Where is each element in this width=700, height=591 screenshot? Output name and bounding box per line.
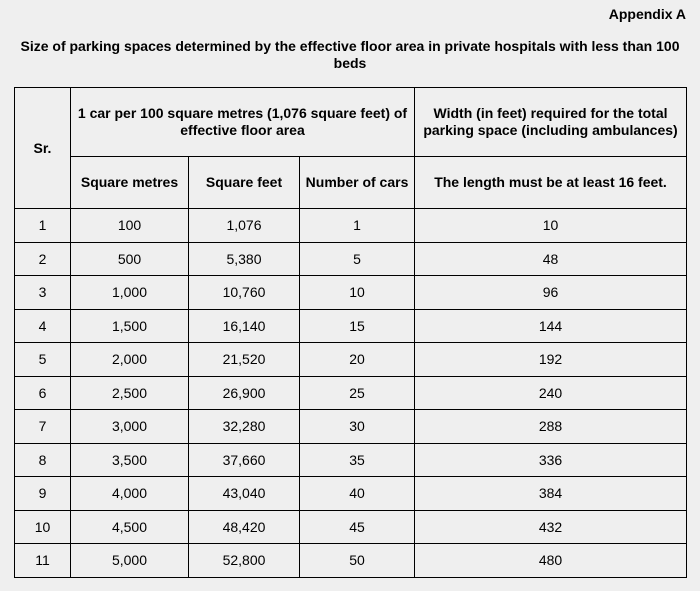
group-header-area: 1 car per 100 square metres (1,076 square feet) of effective floor area (71, 88, 415, 157)
group-header-width: Width (in feet) required for the total parking space (including ambulances) (415, 88, 687, 157)
cell-sr: 7 (15, 410, 71, 444)
cell-sqft: 37,660 (189, 443, 300, 477)
cell-cars: 45 (300, 510, 415, 544)
cell-width: 432 (415, 510, 687, 544)
cell-sqft: 5,380 (189, 242, 300, 276)
cell-width: 144 (415, 309, 687, 343)
header-row-columns (15, 157, 687, 209)
cell-cars: 10 (300, 276, 415, 310)
appendix-label: Appendix A (608, 6, 686, 22)
cell-cars: 1 (300, 209, 415, 243)
table-row (15, 276, 687, 310)
cell-sqm: 1,000 (71, 276, 189, 310)
table-row (15, 209, 687, 243)
header-row-group (15, 88, 687, 157)
table-row (15, 477, 687, 511)
col-header-sqft: Square feet (189, 157, 300, 209)
cell-sr: 8 (15, 443, 71, 477)
cell-cars: 15 (300, 309, 415, 343)
table-row (15, 242, 687, 276)
cell-sqm: 3,500 (71, 443, 189, 477)
cell-sqm: 100 (71, 209, 189, 243)
cell-sqft: 48,420 (189, 510, 300, 544)
cell-sqft: 21,520 (189, 343, 300, 377)
table-row (15, 309, 687, 343)
parking-table (14, 87, 687, 578)
cell-sr: 9 (15, 477, 71, 511)
cell-sr: 10 (15, 510, 71, 544)
cell-sr: 11 (15, 544, 71, 578)
cell-cars: 50 (300, 544, 415, 578)
cell-sqm: 4,000 (71, 477, 189, 511)
cell-sqft: 52,800 (189, 544, 300, 578)
cell-sr: 2 (15, 242, 71, 276)
cell-width: 336 (415, 443, 687, 477)
cell-sqft: 16,140 (189, 309, 300, 343)
cell-sqm: 3,000 (71, 410, 189, 444)
cell-cars: 20 (300, 343, 415, 377)
cell-sqm: 5,000 (71, 544, 189, 578)
cell-cars: 40 (300, 477, 415, 511)
cell-width: 192 (415, 343, 687, 377)
cell-sqm: 4,500 (71, 510, 189, 544)
cell-sqm: 500 (71, 242, 189, 276)
cell-sr: 5 (15, 343, 71, 377)
cell-width: 480 (415, 544, 687, 578)
col-header-sqm: Square metres (71, 157, 189, 209)
cell-sqm: 2,000 (71, 343, 189, 377)
cell-cars: 5 (300, 242, 415, 276)
cell-sqft: 43,040 (189, 477, 300, 511)
cell-sr: 1 (15, 209, 71, 243)
table-row (15, 376, 687, 410)
cell-sr: 6 (15, 376, 71, 410)
col-header-width-note: The length must be at least 16 feet. (415, 157, 687, 209)
cell-width: 96 (415, 276, 687, 310)
cell-cars: 35 (300, 443, 415, 477)
cell-width: 384 (415, 477, 687, 511)
table-row (15, 410, 687, 444)
cell-width: 240 (415, 376, 687, 410)
cell-width: 10 (415, 209, 687, 243)
cell-cars: 25 (300, 376, 415, 410)
cell-sqft: 10,760 (189, 276, 300, 310)
cell-sqm: 1,500 (71, 309, 189, 343)
cell-sqft: 32,280 (189, 410, 300, 444)
cell-sr: 4 (15, 309, 71, 343)
table-row (15, 510, 687, 544)
col-header-cars: Number of cars (300, 157, 415, 209)
cell-width: 48 (415, 242, 687, 276)
table-row (15, 443, 687, 477)
table-row (15, 343, 687, 377)
col-header-sr: Sr. (15, 88, 71, 209)
cell-sr: 3 (15, 276, 71, 310)
cell-cars: 30 (300, 410, 415, 444)
cell-width: 288 (415, 410, 687, 444)
cell-sqft: 1,076 (189, 209, 300, 243)
cell-sqft: 26,900 (189, 376, 300, 410)
cell-sqm: 2,500 (71, 376, 189, 410)
page-title: Size of parking spaces determined by the effective floor area in private hospitals with less than 100 beds (20, 38, 680, 71)
table-row (15, 544, 687, 578)
